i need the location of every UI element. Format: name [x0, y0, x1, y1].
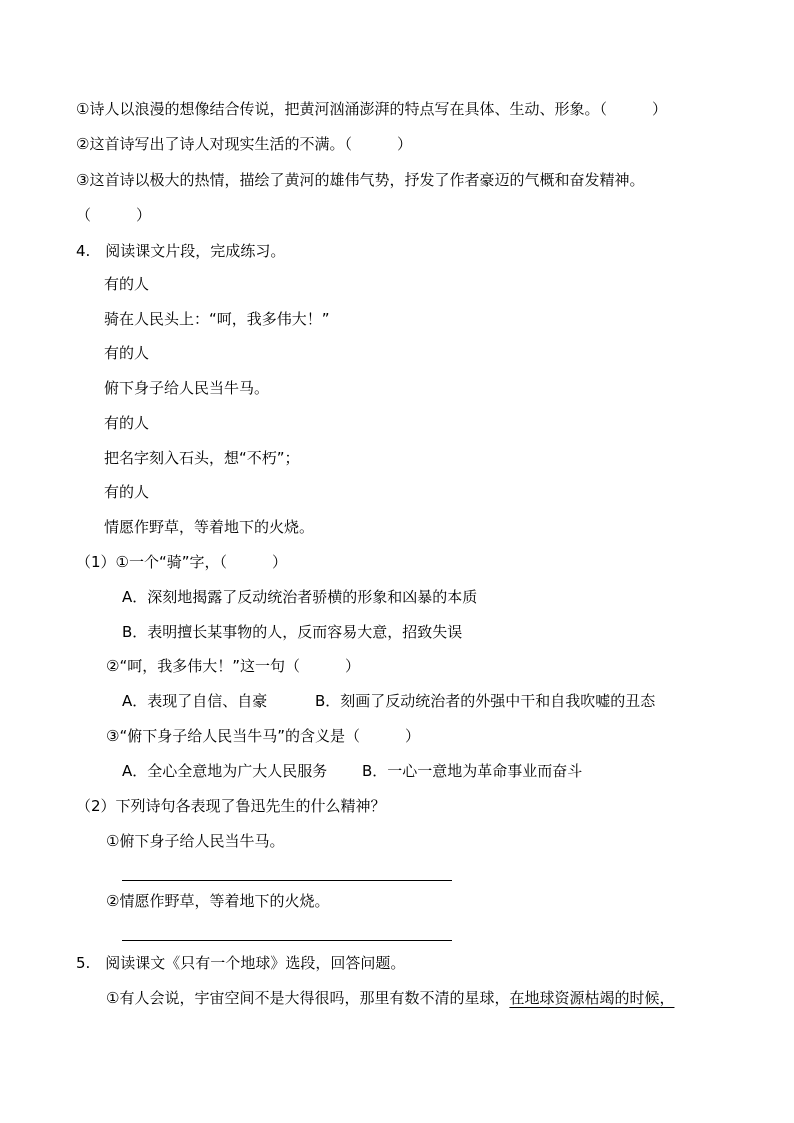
judge-item-3-blank: （ ） — [76, 206, 152, 224]
question-5-title: 5. 阅读课文《只有一个地球》选段，回答问题。 — [76, 954, 406, 972]
judge-item-1: ①诗人以浪漫的想像结合传说，把黄河汹涌澎湃的特点写在具体、生动、形象。（ ） — [76, 100, 667, 118]
poem-line: 有的人 — [104, 344, 150, 362]
part-1-question-2: ②“呵，我多伟大！”这一句（ ） — [106, 657, 360, 675]
part-1-q2-option-a: A．表现了自信、自豪 — [122, 692, 268, 710]
poem-line: 有的人 — [104, 483, 150, 501]
poem-line: 有的人 — [104, 414, 150, 432]
passage-text: ①有人会说，宇宙空间不是大得很吗，那里有数不清的星球， — [106, 989, 510, 1007]
part-2-question: （2）下列诗句各表现了鲁迅先生的什么精神？ — [76, 797, 386, 815]
question-5-passage — [106, 988, 674, 1008]
part-1-question-1: （1）①一个“骑”字，（ ） — [76, 553, 288, 571]
poem-line: 情愿作野草，等着地下的火烧。 — [104, 518, 315, 536]
judge-item-2: ②这首诗写出了诗人对现实生活的不满。（ ） — [76, 135, 412, 153]
part-1-question-3: ③“俯下身子给人民当牛马”的含义是（ ） — [106, 727, 420, 745]
part-1-q3-option-b: B．一心一意地为革命事业而奋斗 — [362, 762, 583, 780]
answer-line[interactable] — [122, 940, 452, 941]
part-1-option-b: B．表明擅长某事物的人，反而容易大意，招致失误 — [122, 623, 463, 641]
poem-line: 把名字刻入石头，想“不朽”； — [104, 449, 300, 467]
judge-item-3: ③这首诗以极大的热情，描绘了黄河的雄伟气势，抒发了作者豪迈的气概和奋发精神。 — [76, 171, 645, 189]
underlined-phrase: 在地球资源枯竭的时候， — [509, 989, 675, 1007]
answer-line[interactable] — [122, 880, 452, 881]
poem-line: 有的人 — [104, 275, 150, 293]
part-2-item-2: ②情愿作野草，等着地下的火烧。 — [106, 892, 330, 910]
poem-line: 骑在人民头上：“呵，我多伟大！” — [104, 310, 330, 328]
part-2-item-1: ①俯下身子给人民当牛马。 — [106, 832, 285, 850]
part-1-q2-option-b: B．刻画了反动统治者的外强中干和自我吹嘘的丑态 — [315, 692, 656, 710]
part-1-option-a: A．深刻地揭露了反动统治者骄横的形象和凶暴的本质 — [122, 588, 478, 606]
part-1-q3-option-a: A．全心全意地为广大人民服务 — [122, 762, 328, 780]
poem-line: 俯下身子给人民当牛马。 — [104, 379, 270, 397]
question-4-title: 4. 阅读课文片段，完成练习。 — [76, 242, 286, 260]
